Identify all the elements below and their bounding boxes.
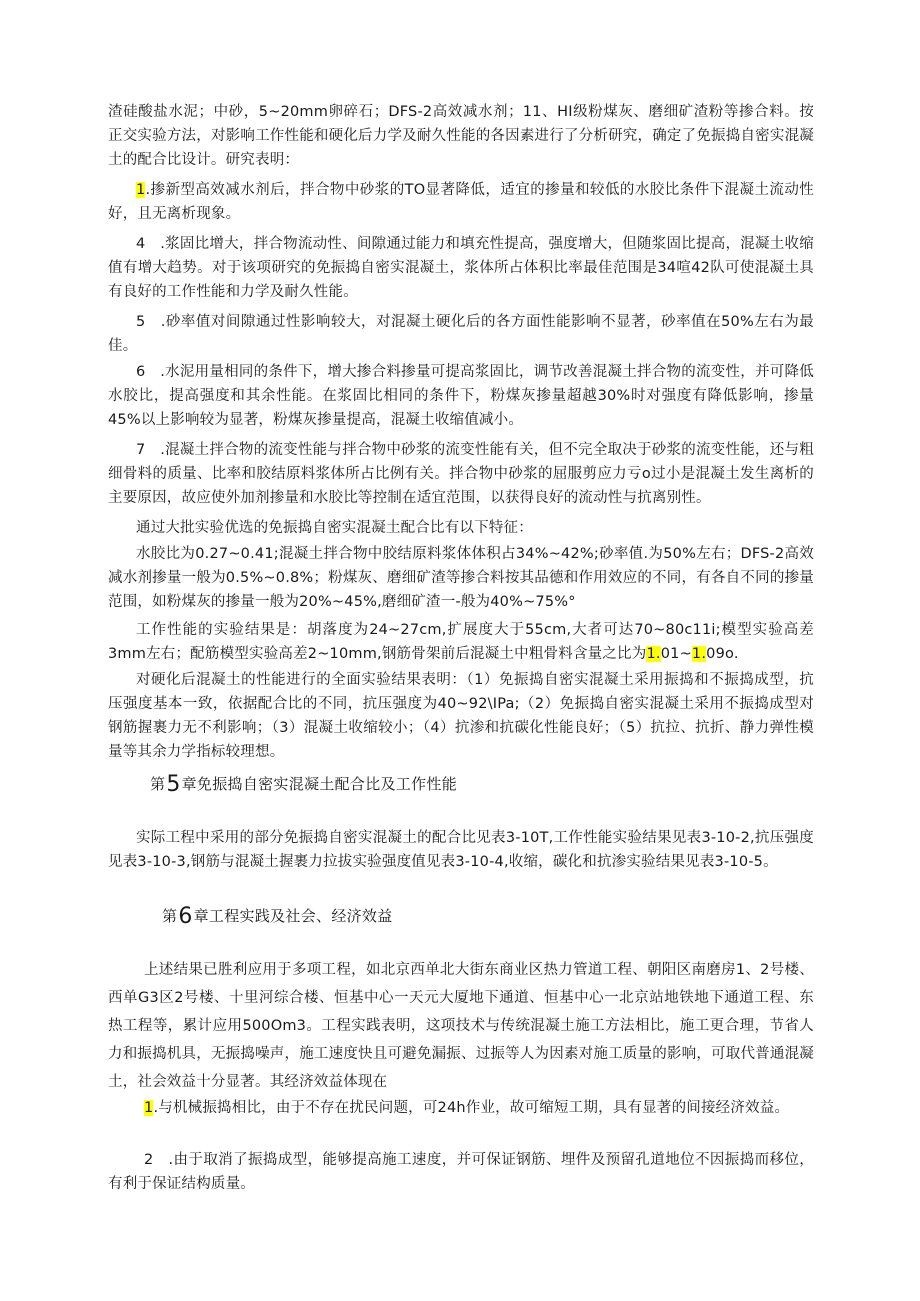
item-1-text: .掺新型高效减水剂后，拌合物中砂浆的TO显著降低，适宜的掺量和较低的水胶比条件下混凝土流动性好，且无离析现象。 [108,182,814,222]
chapter-5-heading [150,772,457,797]
chapter-5-number: 5 [166,772,181,797]
item-1-number: 1 [136,182,146,198]
practice-paragraph: 上述结果已胜利应用于多项工程，如北京西单北大街东商业区热力管道工程、朝阳区南磨房1、2号楼、西单G3区2号楼、十里河综合楼、恒基中心一天元大厦地下通道、恒基中心一北京站地铁地下通道工程、东热工程等，累计应用500Om3。工程实践表明，这项技术与传统混凝土施工方法相比，施工更合理，节省人力和振捣机具，无振捣噪声，施工速度快且可避免漏振、过振等人为因素对施工质量的影响，可取代普通混凝土，社会效益十分显著。其经济效益体现在 [108,962,814,1090]
intro-text: 渣硅酸盐水泥；中砂，5~20mm卵碎石；DFS-2高效减水剂；11、HI级粉煤灰、磨细矿渣粉等掺合料。按正交实验方法，对影响工作性能和硬化后力学及耐久性能的各因素进行了分析研究，确定了免振捣自密实混凝土的配合比设计。研究表明： [108,104,814,168]
chapter-5-prefix: 第 [150,775,166,793]
workability-paragraph [108,618,814,666]
chapter-6-heading [162,904,393,929]
econ-1-number: 1 [144,1100,154,1116]
features-paragraph: 水胶比为0.27~0.41;混凝土拌合物中胶结原料浆体体积占34%~42%;砂率值.为50%左右；DFS-2高效减水剂掺量一般为0.5%~0.8%；粉煤灰、磨细矿渣等掺合料按其品德和作用效应的不同，有各自不同的掺量范围，如粉煤灰的掺量一般为20%~45%,磨细矿渣一-般为40%~75%° [108,546,814,610]
econ-1-text: .与机械振捣相比，由于不存在扰民问题，可24h作业，故可缩短工期，具有显著的间接经济效益。 [153,1100,790,1116]
chapter-6-number: 6 [178,904,193,929]
highlight-ratio-start: 1. [646,646,661,662]
hardened-paragraph: 对硬化后混凝土的性能进行的全面实验结果表明：（1）免振捣自密实混凝土采用振捣和不振捣成型，抗压强度基本一致，依据配合比的不同，抗压强度为40~92\IPa;（2）免振捣自密实混凝土采用不振捣成型对钢筋握裹力无不利影响；（3）混凝土收缩较小；（4）抗渗和抗碳化性能良好；（5）抗拉、抗折、静力弹性模量等其余力学指标较理想。 [108,672,814,760]
workability-ratio-mid: 01~ [660,646,692,662]
finding-1 [108,178,814,226]
chapter-6-prefix: 第 [162,907,178,925]
workability-text: 工作性能的实验结果是：胡落度为24~27cm,扩展度大于55cm,大者可达70~80c11i;模型实验高差3mm左右；配筋模型实验高差2~10mm,钢筋骨架前后混凝土中粗骨料含量之比为 [108,622,814,662]
highlight-ratio-end: 1. [691,646,707,662]
workability-ratio-end: 09o. [706,646,739,662]
chapter-6-title: 章工程实践及社会、经济效益 [193,907,393,925]
finding-4: 4 .浆固比增大，拌合物流动性、间隙通过能力和填充性提高，强度增大，但随浆固比提高，混凝土收缩值有增大趋势。对于该项研究的免振捣自密实混凝土，浆体所占体积比率最佳范围是34喧42队可使混凝土具有良好的工作性能和力学及耐久性能。 [108,236,814,300]
finding-6: 6 .水泥用量相同的条件下，增大掺合料掺量可提高浆固比，调节改善混凝土拌合物的流变性，并可降低水胶比，提高强度和其余性能。在浆固比相同的条件下，粉煤灰掺量超越30%时对强度有降低影响，掺量45%以上影响较为显著，粉煤灰掺量提高，混凝土收缩值减小。 [108,364,814,428]
tables-paragraph: 实际工程中采用的部分免振捣自密实混凝土的配合比见表3-10T,工作性能实验结果见表3-10-2,抗压强度见表3-10-3,钢筋与混凝土握裹力拉拔实验强度值见表3-10-4,收缩，碳化和抗渗实验结果见表3-10-5。 [108,830,814,870]
finding-7: 7 .混凝土拌合物的流变性能与拌合物中砂浆的流变性能有关，但不完全取决于砂浆的流变性能，还与粗细骨料的质量、比率和胶结原料浆体所占比例有关。拌合物中砂浆的屈服剪应力亏o过小是混凝土发生离析的主要原因，故应使外加剂掺量和水胶比等控制在适宜范围，以获得良好的流动性与抗离别性。 [108,442,814,506]
features-intro: 通过大批实验优选的免振捣自密实混凝土配合比有以下特征： [136,520,533,536]
economic-benefit-1 [108,1096,814,1120]
economic-benefit-2: 2 .由于取消了振捣成型，能够提高施工速度，并可保证钢筋、埋件及预留孔道地位不因振捣而移位，有利于保证结构质量。 [108,1152,814,1192]
intro-paragraph [108,100,814,172]
chapter-5-title: 章免振捣自密实混凝土配合比及工作性能 [181,775,458,793]
finding-5: 5 .砂率值对间隙通过性影响较大，对混凝土硬化后的各方面性能影响不显著，砂率值在50%左右为最佳。 [108,314,814,354]
